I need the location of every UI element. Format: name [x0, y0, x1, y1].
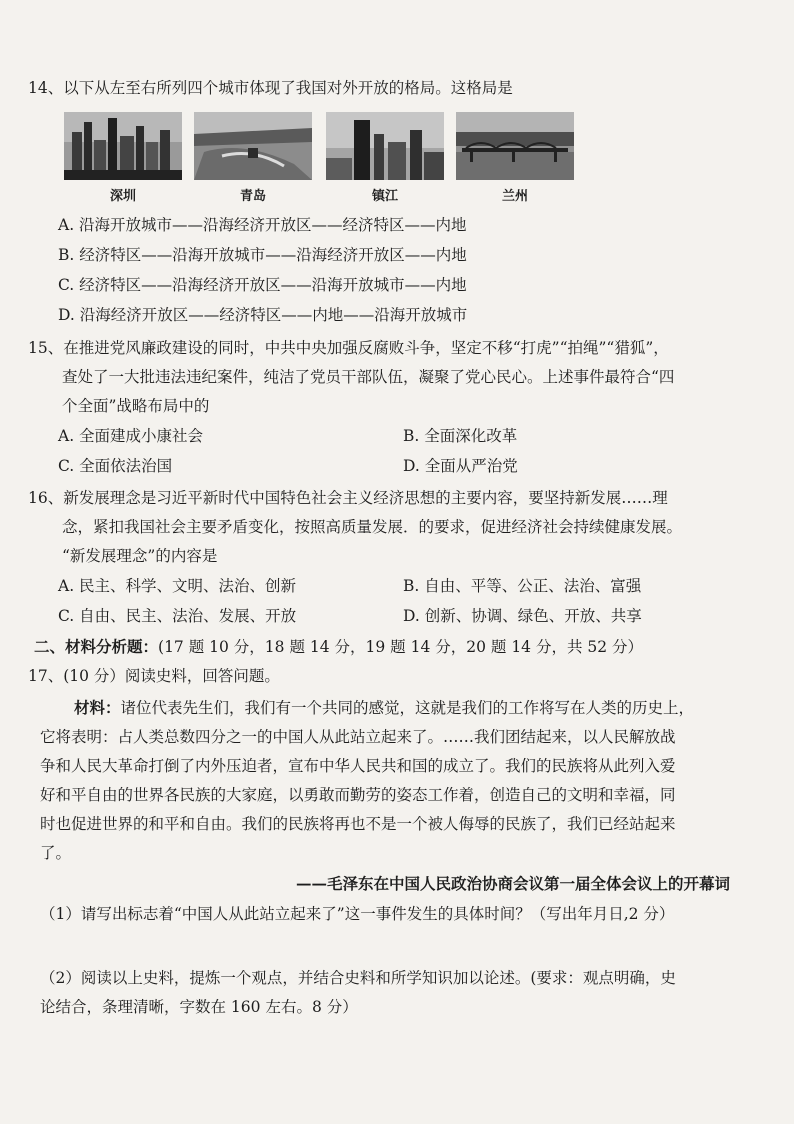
section-2-title: 二、材料分析题：: [34, 637, 159, 656]
material-line-1: [74, 698, 694, 718]
section-2-heading: [34, 637, 643, 657]
city-label-1: 深圳: [109, 189, 136, 204]
q16-option-d[interactable]: D. 创新、协调、绿色、开放、共享: [403, 607, 642, 625]
lanzhou-photo: [456, 112, 574, 180]
q15-option-c[interactable]: C. 全面依法治国: [58, 457, 173, 475]
q15-stem-line-3: 个全面”战略布局中的: [62, 397, 210, 415]
q16-option-a[interactable]: A. 民主、科学、文明、法治、创新: [58, 577, 297, 595]
q15-stem-line-1: 15、在推进党风廉政建设的同时，中共中央加强反腐败斗争，坚定不移“打虎”“拍绳”“猎狐”，: [28, 339, 669, 357]
q15-option-b[interactable]: B. 全面深化改革: [403, 427, 518, 445]
material-line-3: 争和人民大革命打倒了内外压迫者，宣布中华人民共和国的成立了。我们的民族将从此列入爱: [40, 757, 676, 775]
material-label: 材料：: [74, 698, 121, 717]
qingdao-photo: [194, 112, 312, 180]
material-line-2: 它将表明：占人类总数四分之一的中国人从此站立起来了。……我们团结起来，以人民解放战: [40, 728, 676, 746]
q15-stem-line-2: 查处了一大批违法违纪案件，纯洁了党员干部队伍，凝聚了党心民心。上述事件最符合“四: [62, 368, 675, 386]
q17-sub-question-1: （1）请写出标志着“中国人从此站立起来了”这一事件发生的具体时间？（写出年月日,2 分）: [40, 905, 675, 923]
q17-sub-question-2-line-2: 论结合，条理清晰，字数在 160 左右。8 分）: [40, 998, 358, 1016]
material-source: ——毛泽东在中国人民政治协商会议第一届全体会议上的开幕词: [295, 874, 730, 893]
city-label-4: 兰州: [501, 189, 528, 204]
q16-stem-line-2: 念，紧扣我国社会主要矛盾变化，按照高质量发展．的要求，促进经济社会持续健康发展。: [62, 518, 683, 536]
q17-stem: 17、(10 分）阅读史料，回答问题。: [28, 667, 280, 685]
q14-option-c[interactable]: C. 经济特区——沿海经济开放区——沿海开放城市——内地: [58, 276, 467, 294]
q14-stem: 14、以下从左至右所列四个城市体现了我国对外开放的格局。这格局是: [28, 79, 513, 97]
city-label-2: 青岛: [239, 189, 266, 204]
q15-option-d[interactable]: D. 全面从严治党: [403, 457, 518, 475]
material-line-4: 好和平自由的世界各民族的大家庭，以勇敢而勤劳的姿态工作着，创造自己的文明和幸福，同: [40, 786, 676, 804]
q14-option-d[interactable]: D. 沿海经济开放区——经济特区——内地——沿海开放城市: [58, 306, 468, 324]
zhenjiang-photo: [326, 112, 444, 180]
section-2-score-note: (17 题 10 分，18 题 14 分，19 题 14 分，20 题 14 分，共 52 分）: [158, 638, 644, 656]
city-label-3: 镇江: [371, 189, 398, 204]
q17-sub-question-2-line-1: （2）阅读以上史料，提炼一个观点，并结合史料和所学知识加以论述。(要求：观点明确，史: [40, 969, 676, 987]
q16-stem-line-3: “新发展理念”的内容是: [62, 547, 218, 565]
q16-stem-line-1: 16、新发展理念是习近平新时代中国特色社会主义经济思想的主要内容，要坚持新发展……理: [28, 489, 668, 507]
material-line-6: 了。: [40, 844, 72, 862]
q16-option-b[interactable]: B. 自由、平等、公正、法治、富强: [403, 577, 642, 595]
material-line-5: 时也促进世界的和平和自由。我们的民族将再也不是一个被人侮辱的民族了，我们已经站起来: [40, 815, 676, 833]
material-text-1: 诸位代表先生们，我们有一个共同的感觉，这就是我们的工作将写在人类的历史上，: [120, 699, 695, 717]
q14-option-b[interactable]: B. 经济特区——沿海开放城市——沿海经济开放区——内地: [58, 246, 467, 264]
q14-option-a[interactable]: A. 沿海开放城市——沿海经济开放区——经济特区——内地: [58, 216, 467, 234]
q16-option-c[interactable]: C. 自由、民主、法治、发展、开放: [58, 607, 297, 625]
city-photos: [64, 112, 568, 202]
shenzhen-photo: [64, 112, 182, 180]
q15-option-a[interactable]: A. 全面建成小康社会: [58, 427, 204, 445]
